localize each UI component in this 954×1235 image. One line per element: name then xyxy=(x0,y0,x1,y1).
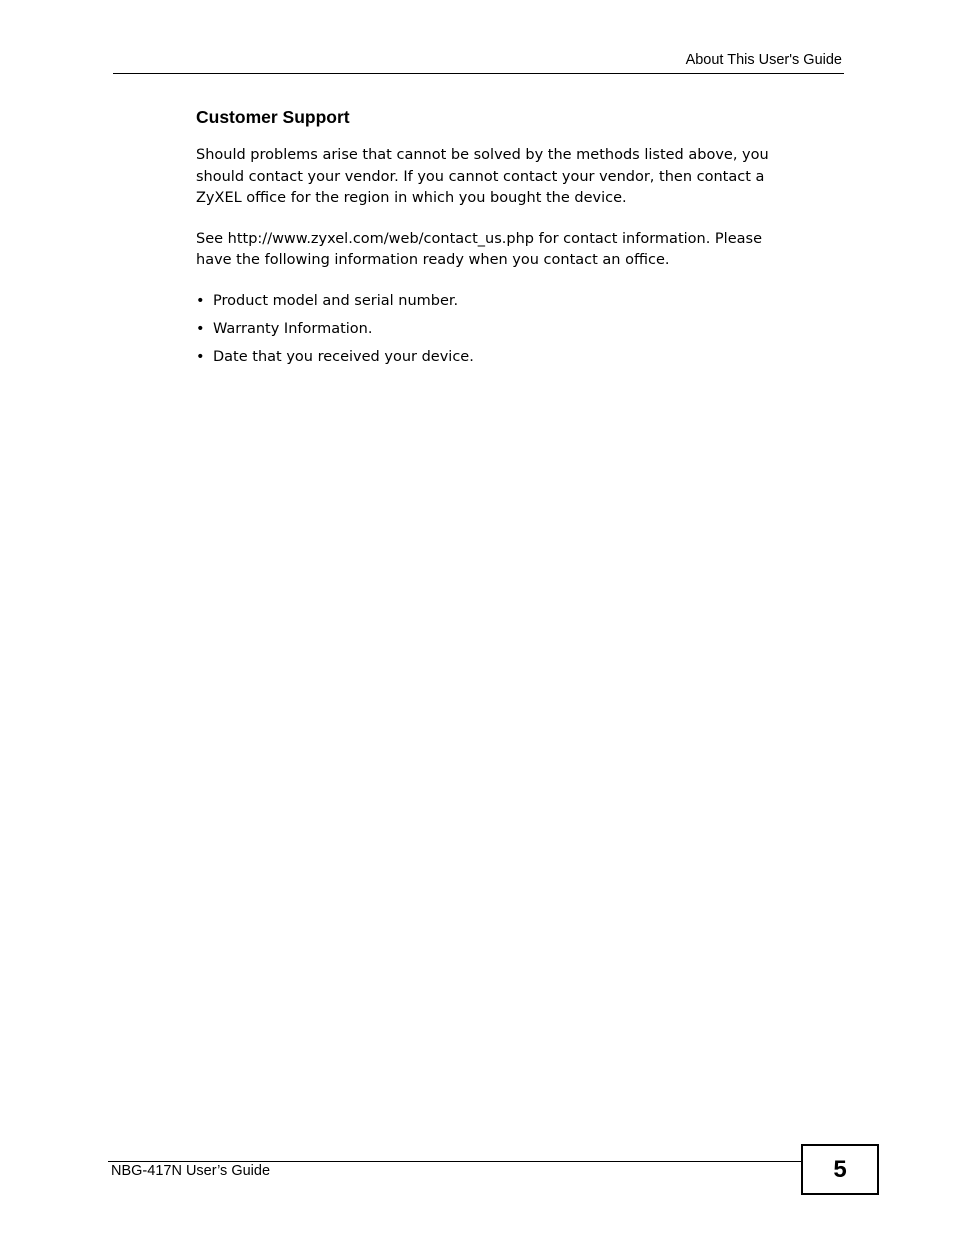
info-bullet-list xyxy=(196,291,836,368)
paragraph-contact-info: See http://www.zyxel.com/web/contact_us.php for contact information. Please have the following information ready when you contact an office. xyxy=(196,230,762,268)
running-header: About This User's Guide xyxy=(685,52,842,68)
list-item xyxy=(196,291,836,312)
footer-guide-name: NBG-417N User’s Guide xyxy=(111,1163,271,1179)
header-rule xyxy=(113,73,844,74)
bullet-icon: • xyxy=(196,292,205,309)
page-content xyxy=(196,106,836,375)
list-item-text: Warranty Information. xyxy=(213,320,373,337)
paragraph-problems: Should problems arise that cannot be solved by the methods listed above, you should contact your vendor. If you cannot contact your vendor, then contact a ZyXEL office for the region in which you bought the device. xyxy=(196,147,769,206)
list-item xyxy=(196,319,836,340)
page-number: 5 xyxy=(833,1155,847,1183)
bullet-icon: • xyxy=(196,320,205,337)
list-item xyxy=(196,347,836,368)
list-item-text: Product model and serial number. xyxy=(213,292,459,309)
page-number-box xyxy=(801,1144,879,1195)
list-item-text: Date that you received your device. xyxy=(213,348,474,365)
section-title: Customer Support xyxy=(196,107,350,127)
bullet-icon: • xyxy=(196,348,205,365)
